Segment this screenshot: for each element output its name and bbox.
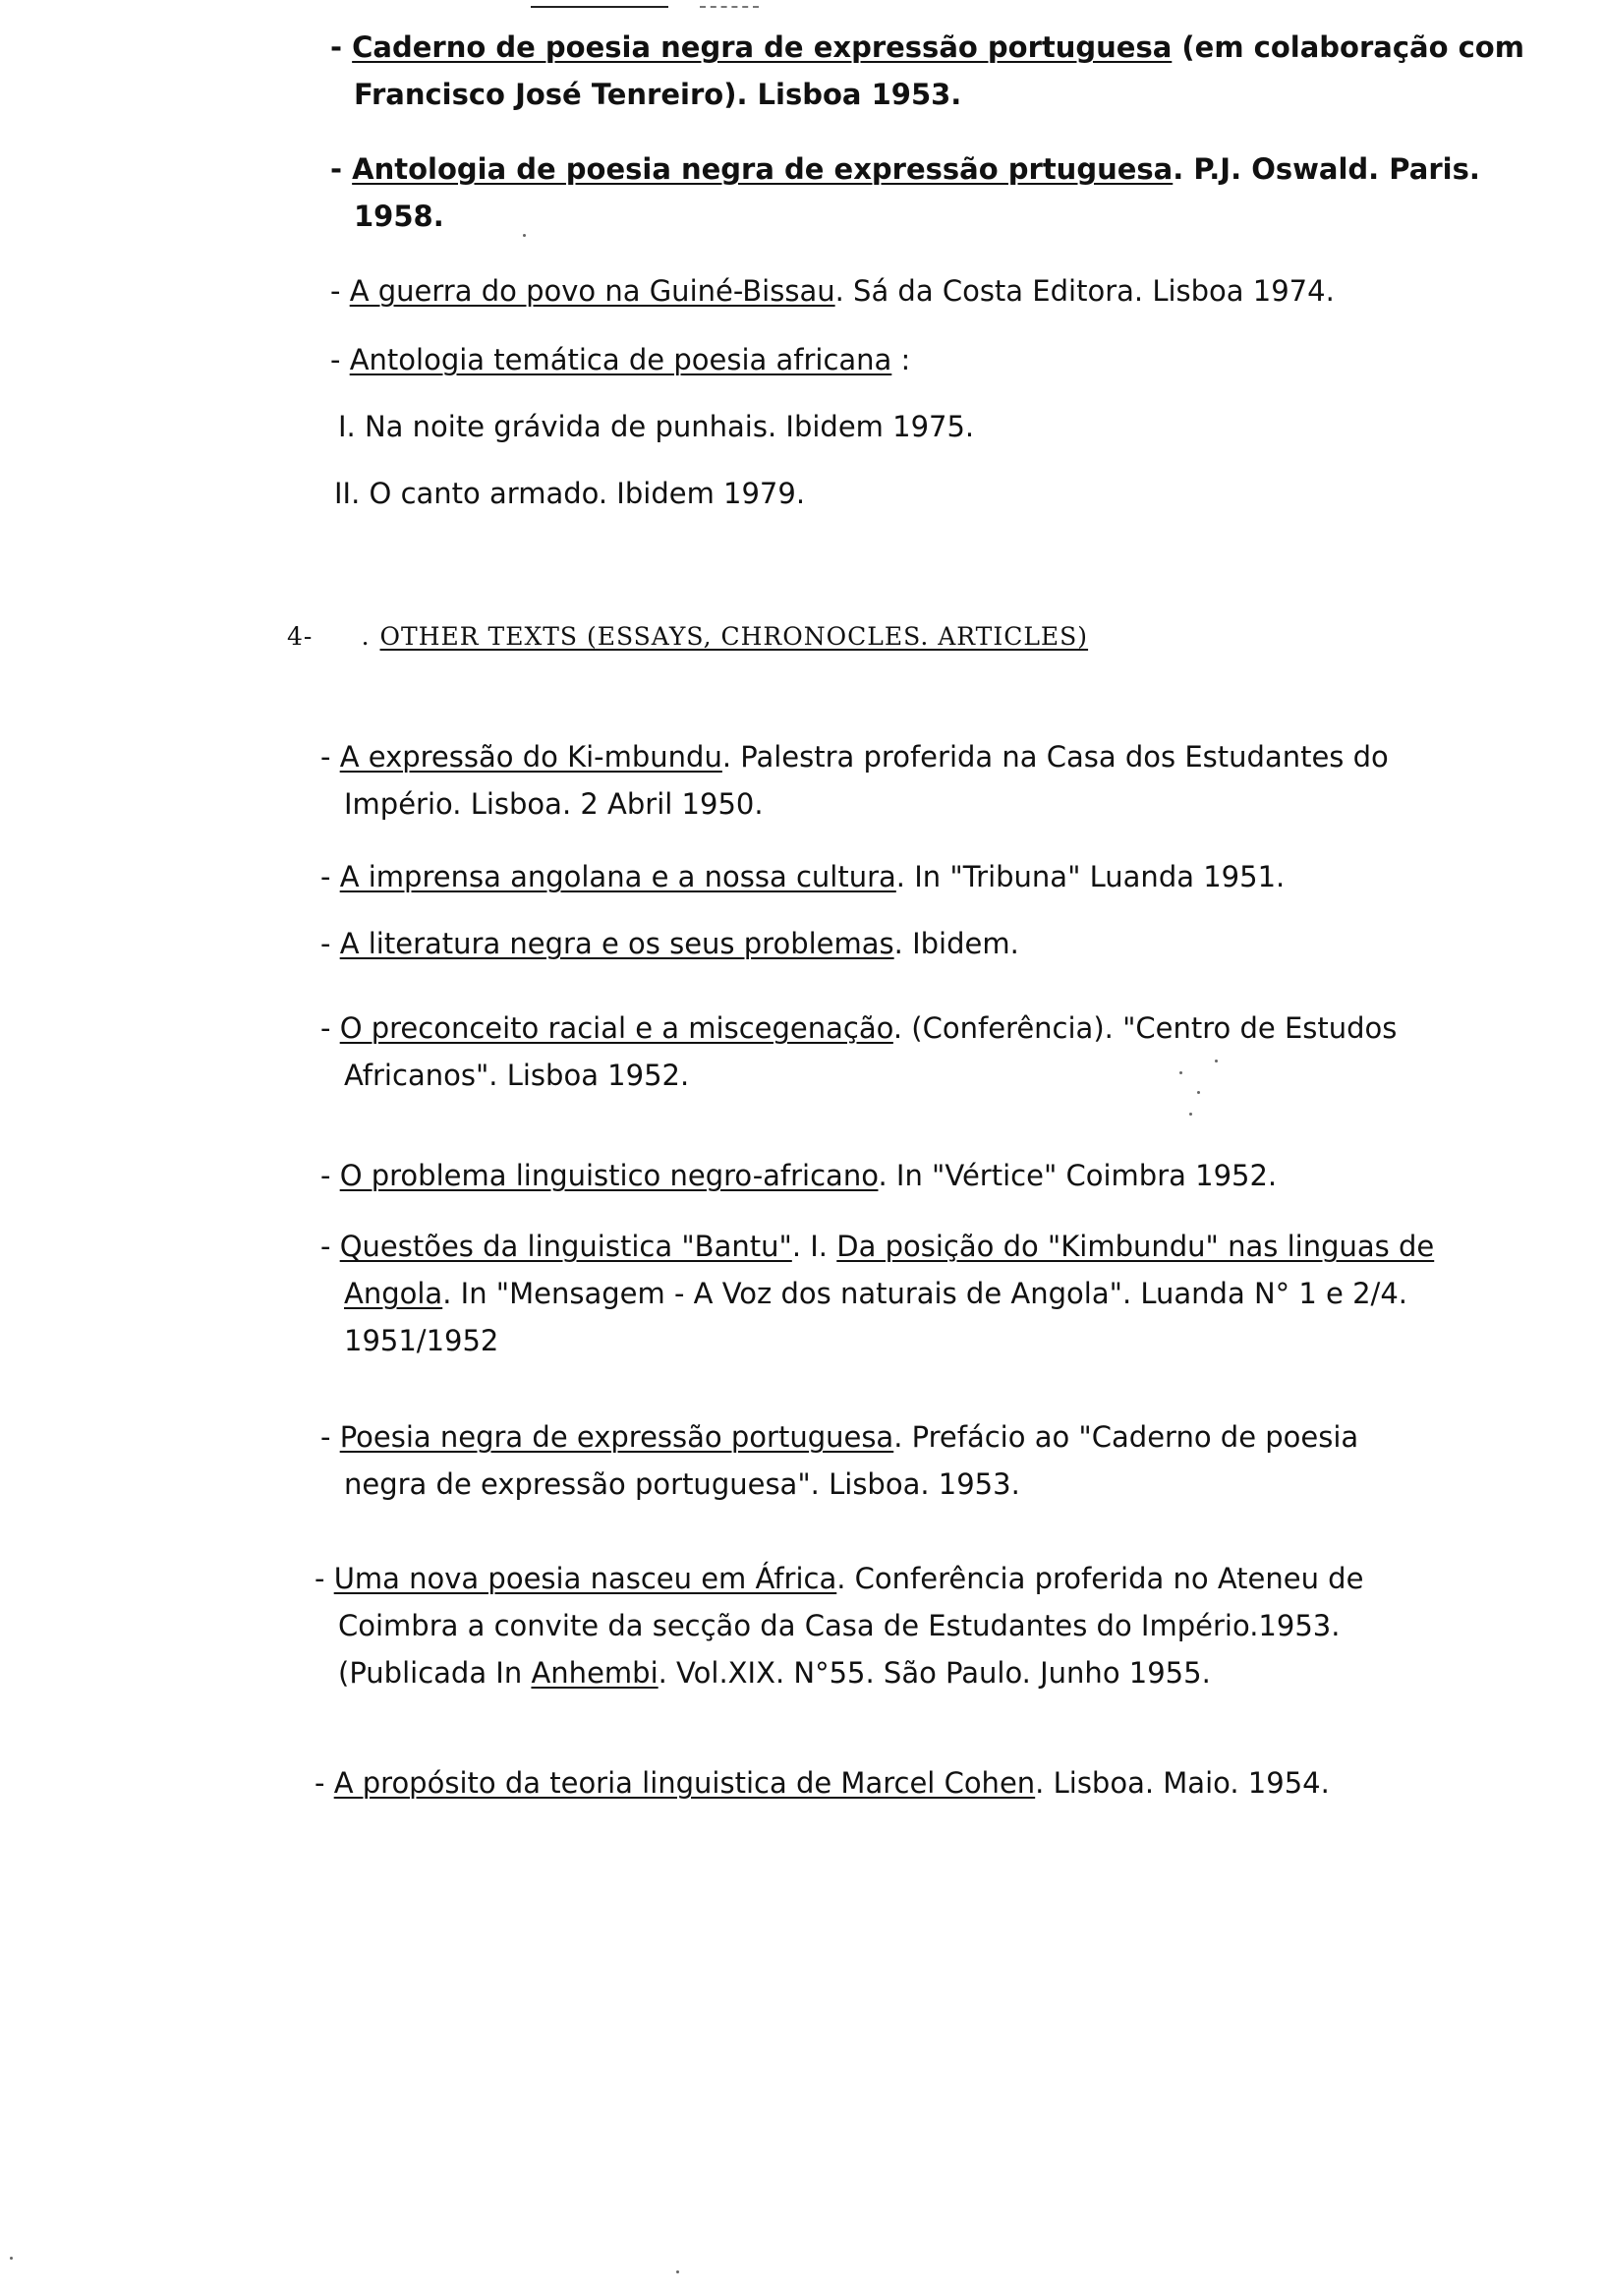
section-heading: 4- . OTHER TEXTS (ESSAYS, CHRONOCLES. ARTICLES) [287, 622, 1089, 651]
entry-title: A expressão do Ki-mbundu [339, 740, 722, 774]
top-dashed-rule [700, 6, 759, 8]
entry-volume-2: II. O canto armado. Ibidem 1979. [334, 477, 806, 510]
entry-title: Uma nova poesia nasceu em África [333, 1562, 837, 1595]
entry-literatura-negra: - A literatura negra e os seus problemas. Ibidem. [320, 927, 1019, 960]
entry-title: O preconceito racial e a miscegenação [339, 1011, 893, 1045]
entry-imprensa-angolana: - A imprensa angolana e a nossa cultura. In "Tribuna" Luanda 1951. [320, 860, 1286, 893]
scan-speck [1197, 1091, 1200, 1094]
scan-speck [676, 2270, 679, 2273]
entry-expressao-kimbundu: - A expressão do Ki-mbundu. Palestra proferida na Casa dos Estudantes do Império. Lisboa. 2 Abril 1950. [320, 740, 1389, 821]
entry-nova-poesia-africa: - Uma nova poesia nasceu em África. Conferência proferida no Ateneu de Coimbra a convite da secção da Casa de Estudantes do Império.1953. (Publicada In Anhembi. Vol.XIX. N°55. São Paulo. Junho 1955. [315, 1562, 1364, 1690]
entry-preconceito-racial: - O preconceito racial e a miscegenação. (Conferência). "Centro de Estudos Africanos". Lisboa 1952. [320, 1011, 1398, 1092]
entry-subtitle: Da posição do "Kimbundu" nas linguas de [836, 1230, 1435, 1263]
scan-speck [1179, 1071, 1182, 1074]
entry-antologia-poesia-negra: - Antologia de poesia negra de expressão prtuguesa. P.J. Oswald. Paris. 1958. [330, 152, 1480, 233]
scan-speck [10, 2257, 13, 2260]
scan-speck [1189, 1113, 1192, 1116]
entry-guerra-do-povo: - A guerra do povo na Guiné-Bissau. Sá da Costa Editora. Lisboa 1974. [330, 274, 1335, 308]
entry-title: Antologia temática de poesia africana [349, 343, 892, 376]
entry-title: Questões da linguistica "Bantu" [339, 1230, 792, 1263]
entry-teoria-cohen: - A propósito da teoria linguistica de Marcel Cohen. Lisboa. Maio. 1954. [315, 1766, 1330, 1800]
entry-title: Antologia de poesia negra de expressão prtuguesa [352, 152, 1174, 186]
entry-title: A propósito da teoria linguistica de Marcel Cohen [333, 1766, 1036, 1800]
entry-caderno-poesia: - Caderno de poesia negra de expressão portuguesa (em colaboração com Francisco José Tenreiro). Lisboa 1953. [330, 30, 1524, 111]
entry-antologia-tematica: - Antologia temática de poesia africana : [330, 343, 911, 376]
entry-poesia-negra-prefacio: - Poesia negra de expressão portuguesa. Prefácio ao "Caderno de poesia negra de expressão portuguesa". Lisboa. 1953. [320, 1420, 1359, 1501]
entry-title: Caderno de poesia negra de expressão portuguesa [352, 30, 1173, 64]
entry-title: Poesia negra de expressão portuguesa [339, 1420, 894, 1454]
entry-volume-1: I. Na noite grávida de punhais. Ibidem 1975. [338, 410, 975, 443]
section-number: 4- [287, 622, 314, 651]
scan-speck [523, 234, 526, 237]
entry-problema-linguistico: - O problema linguistico negro-africano. In "Vértice" Coimbra 1952. [320, 1159, 1278, 1192]
scan-speck [1215, 1060, 1218, 1062]
section-title: OTHER TEXTS (ESSAYS, CHRONOCLES. ARTICLES) [379, 622, 1089, 651]
entry-title: A literatura negra e os seus problemas [339, 927, 894, 960]
entry-title: O problema linguistico negro-africano [339, 1159, 879, 1192]
entry-title: A guerra do povo na Guiné-Bissau [349, 274, 835, 308]
entry-title: A imprensa angolana e a nossa cultura [339, 860, 896, 893]
entry-questoes-linguistica: - Questões da linguistica "Bantu". I. Da posição do "Kimbundu" nas linguas de Angola. In "Mensagem - A Voz dos naturais de Angola". Luanda N° 1 e 2/4. 1951/1952 [320, 1230, 1435, 1357]
top-rule [531, 6, 668, 8]
